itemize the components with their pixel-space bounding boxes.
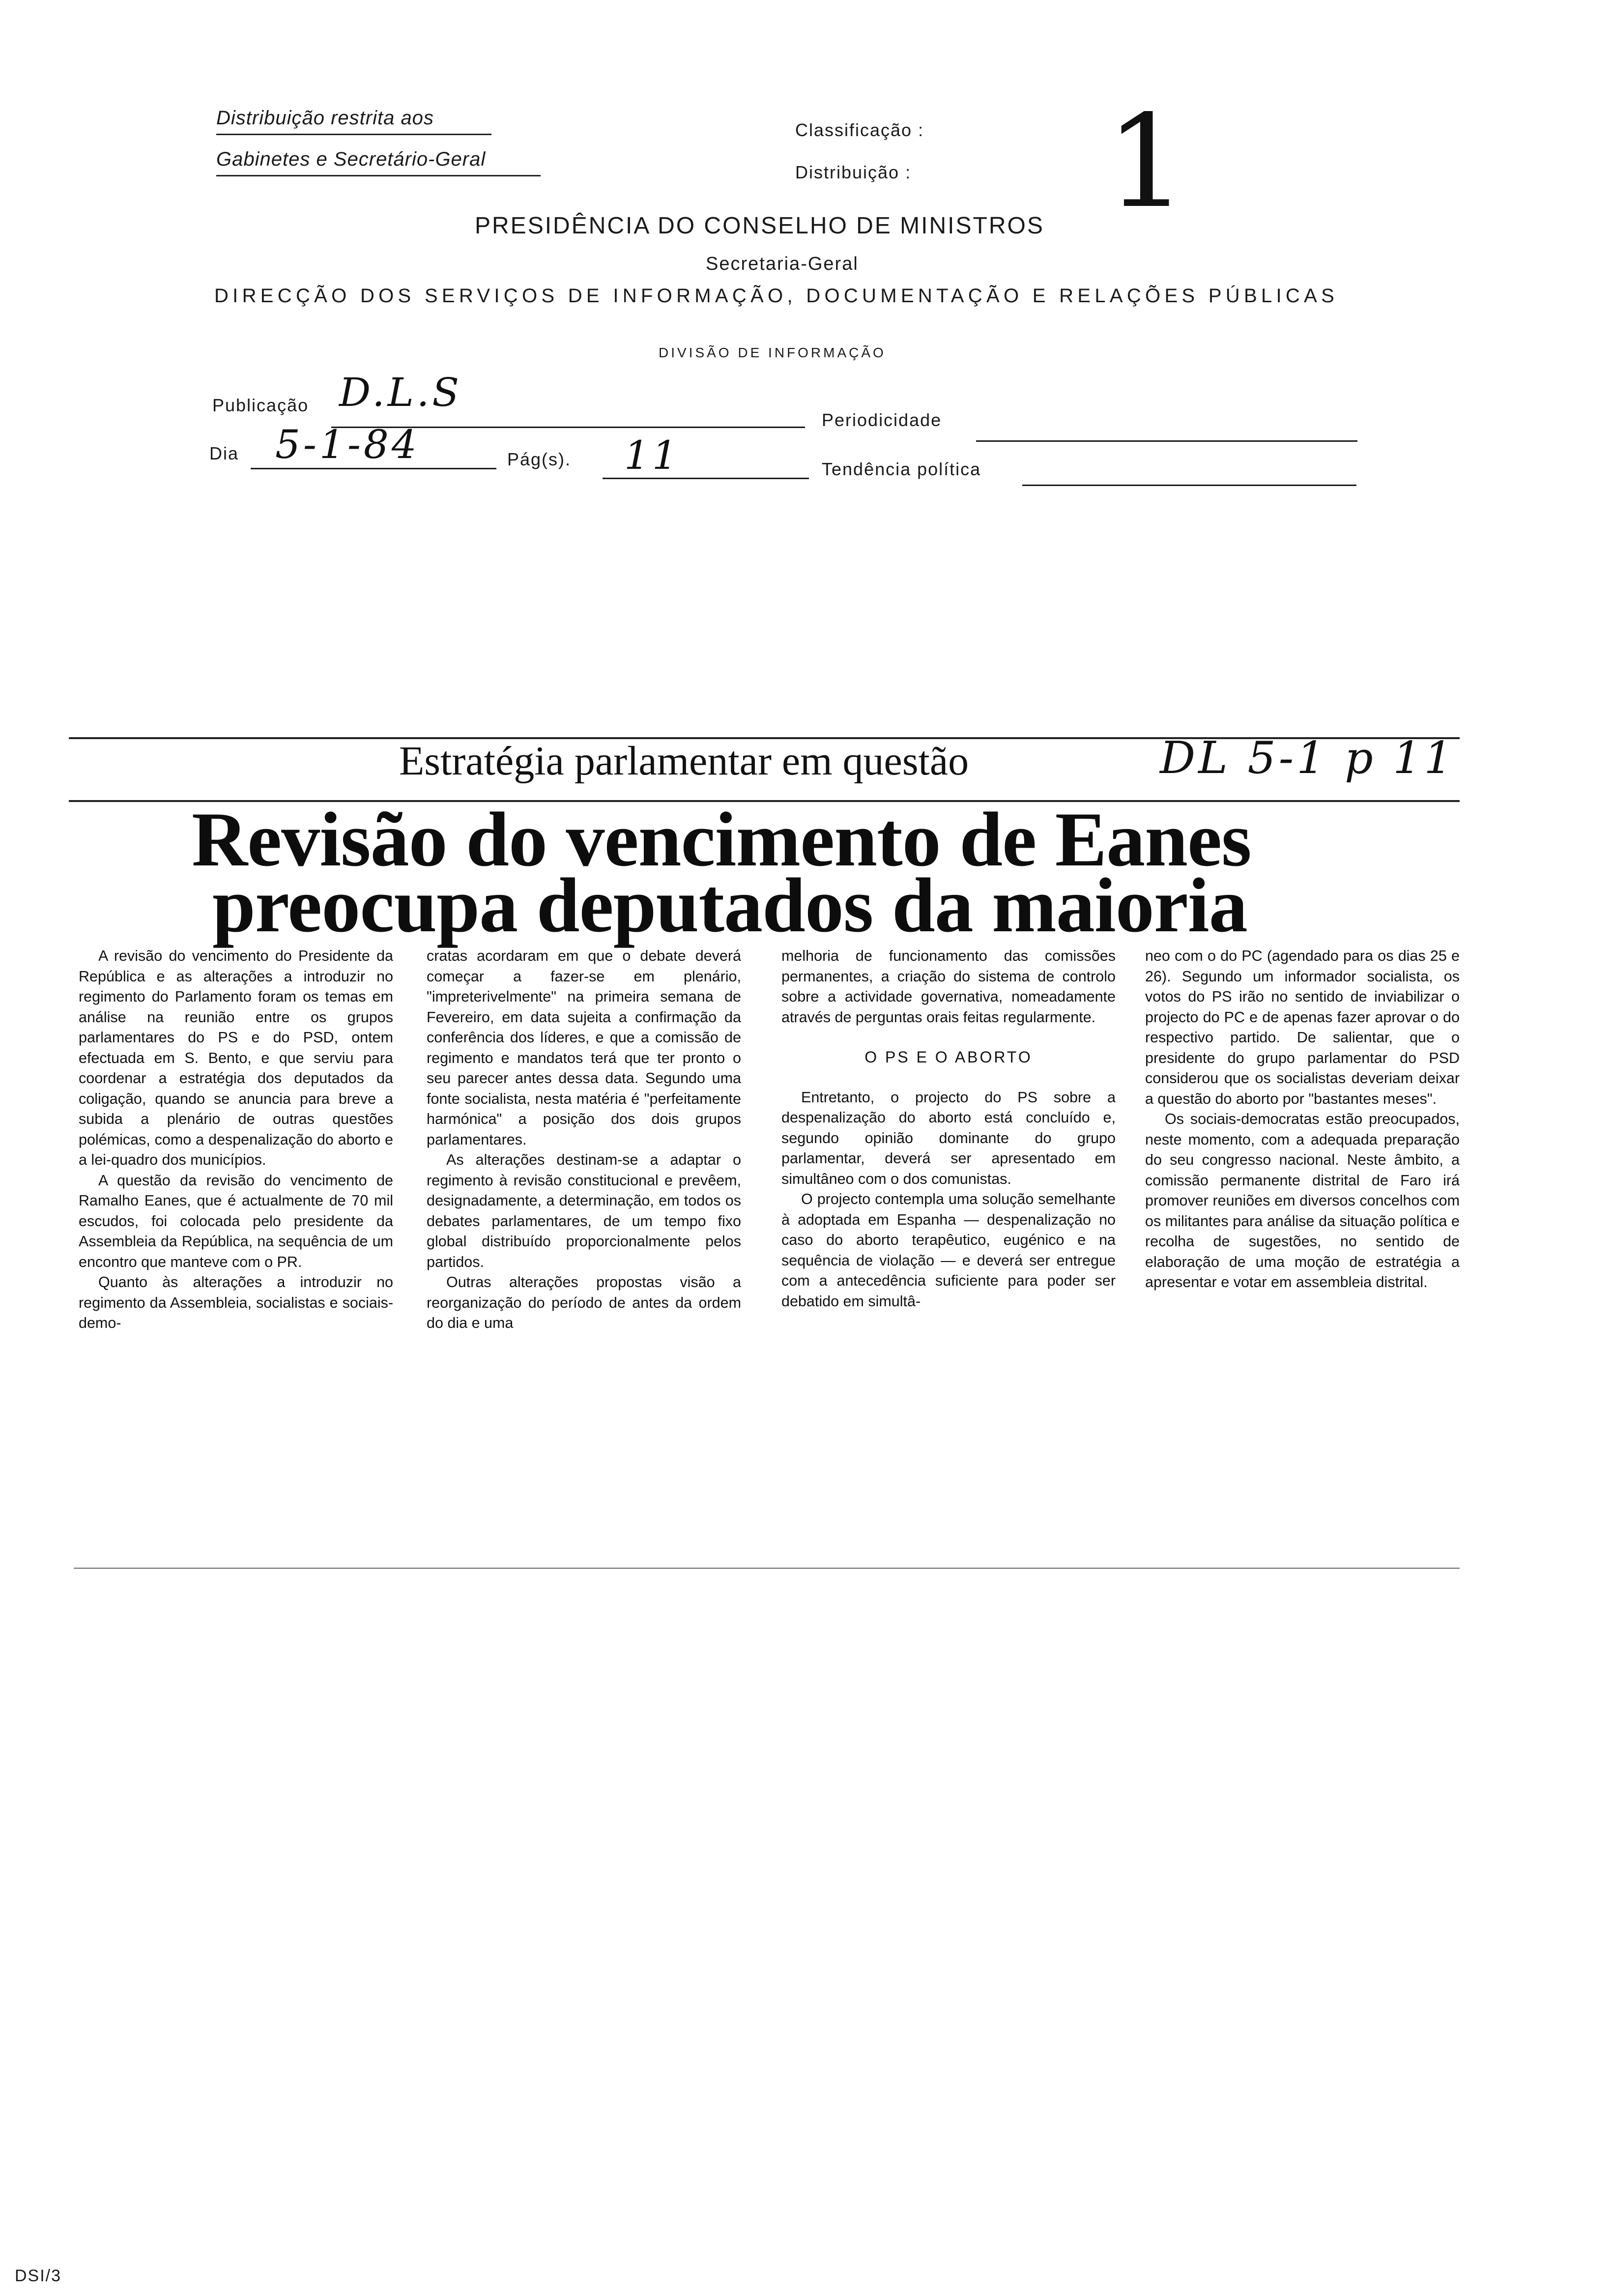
restricted-underline-1	[216, 134, 491, 135]
column-4-paragraph: Os sociais-democratas estão preocupados, neste momento, com a adequada preparação do seu congresso nacional. Neste âmbito, a comissão permanente distrital de Faro irá promover reuniões em diversos concelhos com os militantes para análise da situação política e recolha de sugestões, no sentido de elaboração de uma moção de estratégia a apresentar e votar em assembleia distrital.	[1145, 1111, 1460, 1291]
headline-line1: Revisão do vencimento de Eanes	[192, 797, 1251, 883]
distribuicao-label: Distribuição :	[795, 162, 912, 182]
article-column-2	[427, 946, 741, 1555]
column-1-paragraph: Quanto às alterações a introduzir no regimento da Assembleia, socialistas e sociais-demo-	[79, 1274, 393, 1331]
periodicidade-label: Periodicidade	[822, 410, 942, 430]
tendencia-label: Tendência política	[822, 459, 981, 479]
column-3-subhead: O PS E O ABORTO	[864, 1048, 1033, 1066]
column-3-paragraph: melhoria de funcionamento das comissões permanentes, a criação do sistema de controlo sobre a actividade governativa, nomeadamente através de perguntas orais feitas regularmente.	[781, 947, 1116, 1026]
presidency-title: PRESIDÊNCIA DO CONSELHO DE MINISTROS	[475, 213, 1044, 239]
dia-label: Dia	[209, 443, 239, 463]
clipping-bottom-rule	[74, 1568, 1460, 1569]
restricted-distribution-line1: Distribuição restrita aos	[216, 107, 434, 129]
column-2-paragraph: Outras alterações propostas visão a reorganização do período de antes da ordem do dia e uma	[427, 1274, 741, 1331]
article-column-1	[79, 946, 393, 1555]
publicacao-value: D.L.S	[339, 370, 462, 415]
tendencia-line	[1022, 485, 1356, 486]
secretaria-geral: Secretaria-Geral	[706, 254, 859, 274]
headline-line2: preocupa deputados da maioria	[212, 862, 1247, 948]
dia-value: 5-1-84	[275, 422, 420, 467]
column-2-paragraph: As alterações destinam-se a adaptar o regimento à revisão constitucional e prevêem, designadamente, a determinação, em todos os debates parlamentares, de um tempo fixo global distribuído proporcionalmente pelos partidos.	[427, 1151, 741, 1270]
divisao-informacao: DIVISÃO DE INFORMAÇÃO	[659, 345, 886, 360]
column-3-paragraph: Entretanto, o projecto do PS sobre a despenalização do aborto está concluído e, segundo opinião dominante do grupo parlamentar, deverá ser apresentado em simultâneo com o dos comunistas.	[781, 1089, 1116, 1187]
footer-code: DSI/3	[15, 2267, 62, 2285]
restricted-distribution-line2: Gabinetes e Secretário-Geral	[216, 148, 486, 170]
column-4-paragraph: neo com o do PC (agendado para os dias 25 e 26). Segundo um informador socialista, os votos do PS irão no sentido de inviabilizar o projecto do PC e de apenas fazer aprovar o do respectivo partido. De salientar, que o presidente do grupo parlamentar do PSD considerou que os socialistas deveriam deixar a questão do aborto por "bastantes meses".	[1145, 947, 1460, 1107]
column-3-paragraph: O projecto contempla uma solução semelhante à adoptada em Espanha — despenalização no caso do aborto terapêutico, eugénico e na sequência de violação — e deverá ser entregue com a antecedência suficiente para poder ser debatido em simultâ-	[781, 1191, 1116, 1310]
clipping-handwritten-ref: DL 5-1 p 11	[1160, 732, 1455, 784]
handwritten-number: 1	[1106, 88, 1190, 236]
column-2-paragraph: cratas acordaram em que o debate deverá começar a fazer-se em plenário, "impreterivelmente" na primeira semana de Fevereiro, em data sujeita a confirmação da conferência dos líderes, e que a comissão de regimento e mandatos terá que ter pronto o seu parecer antes dessa data. Segundo uma fonte socialista, nesta matéria é "perfeitamente harmónica" a posição dos dois grupos parlamentares.	[427, 947, 741, 1148]
pags-line	[603, 478, 809, 479]
article-column-4	[1145, 946, 1460, 1555]
restricted-underline-2	[216, 175, 541, 176]
dia-line	[251, 468, 496, 469]
direccao-servicos: DIRECÇÃO DOS SERVIÇOS DE INFORMAÇÃO, DOCUMENTAÇÃO E RELAÇÕES PÚBLICAS	[214, 285, 1339, 307]
article-column-3	[781, 946, 1116, 1555]
classificacao-label: Classificação :	[795, 120, 924, 140]
column-1-paragraph: A questão da revisão do vencimento de Ramalho Eanes, que é actualmente de 70 mil escudos, foi colocada pelo presidente da Assembleia da República, na sequência de um encontro que manteve com o PR.	[79, 1172, 393, 1270]
clipping-kicker: Estratégia parlamentar em questão	[399, 738, 969, 784]
column-1-paragraph: A revisão do vencimento do Presidente da República e as alterações a introduzir no regimento do Parlamento foram os temas em análise na reunião entre os grupos parlamentares do PS e do PSD, ontem efectuada em S. Bento, e que serviu para coordenar a estratégia dos deputados da coligação, quando se anuncia para breve a subida a plenário de outras questões polémicas, como a despenalização do aborto e a lei-quadro dos municípios.	[79, 947, 393, 1168]
periodicidade-line	[976, 440, 1357, 442]
pags-label: Pág(s).	[507, 449, 572, 469]
pags-value: 11	[624, 432, 680, 478]
publicacao-label: Publicação	[212, 395, 309, 415]
